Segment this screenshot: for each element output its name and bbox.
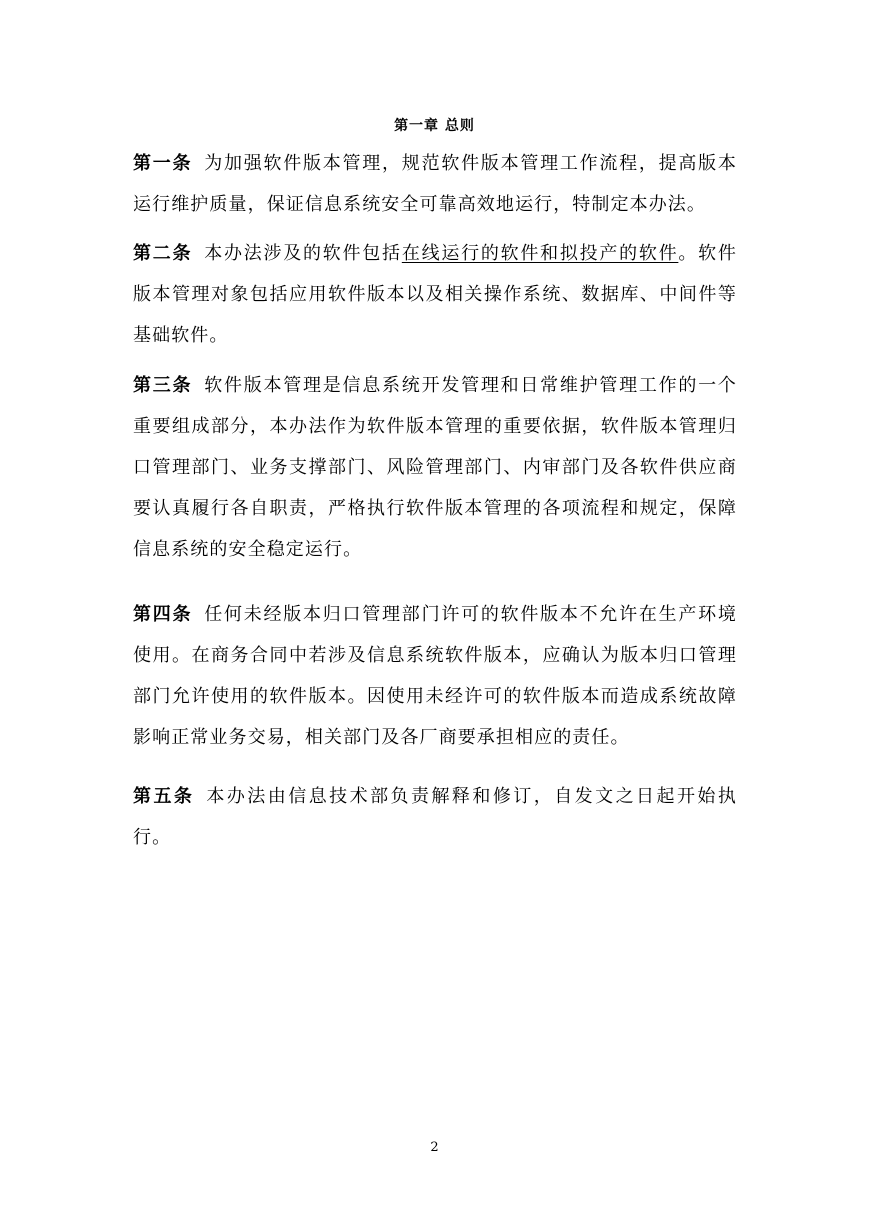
chapter-title: 第一章 总则 bbox=[394, 118, 475, 134]
article-5 bbox=[133, 776, 737, 858]
article-1 bbox=[133, 143, 737, 225]
article-label: 第三条 bbox=[133, 375, 193, 396]
article-2 bbox=[133, 233, 737, 356]
page-number: 2 bbox=[430, 1140, 439, 1155]
article-text-underlined: 在线运行的软件和拟投产的软件 bbox=[401, 243, 679, 264]
article-4 bbox=[133, 594, 737, 758]
article-label: 第二条 bbox=[133, 243, 193, 264]
article-text: 本办法由信息技术部负责解释和修订，自发文之日起开始执行。 bbox=[133, 786, 737, 848]
article-text-before: 本办法涉及的软件包括 bbox=[204, 243, 402, 264]
article-text: 软件版本管理是信息系统开发管理和日常维护管理工作的一个重要组成部分，本办法作为软件版本管理的重要依据，软件版本管理归口管理部门、业务支撑部门、风险管理部门、内审部门及各软件供应商要认真履行各自职责，严格执行软件版本管理的各项流程和规定，保障信息系统的安全稳定运行。 bbox=[133, 375, 737, 560]
article-label: 第一条 bbox=[133, 153, 193, 174]
article-text: 任何未经版本归口管理部门许可的软件版本不允许在生产环境使用。在商务合同中若涉及信息系统软件版本，应确认为版本归口管理部门允许使用的软件版本。因使用未经许可的软件版本而造成系统故障影响正常业务交易，相关部门及各厂商要承担相应的责任。 bbox=[133, 604, 737, 748]
article-text: 为加强软件版本管理，规范软件版本管理工作流程，提高版本运行维护质量，保证信息系统安全可靠高效地运行，特制定本办法。 bbox=[133, 153, 737, 215]
article-label: 第五条 bbox=[133, 786, 195, 807]
article-text-after: 。软件版本管理对象包括应用软件版本以及相关操作系统、数据库、中间件等基础软件。 bbox=[133, 243, 737, 346]
article-3 bbox=[133, 365, 737, 570]
article-label: 第四条 bbox=[133, 604, 193, 625]
